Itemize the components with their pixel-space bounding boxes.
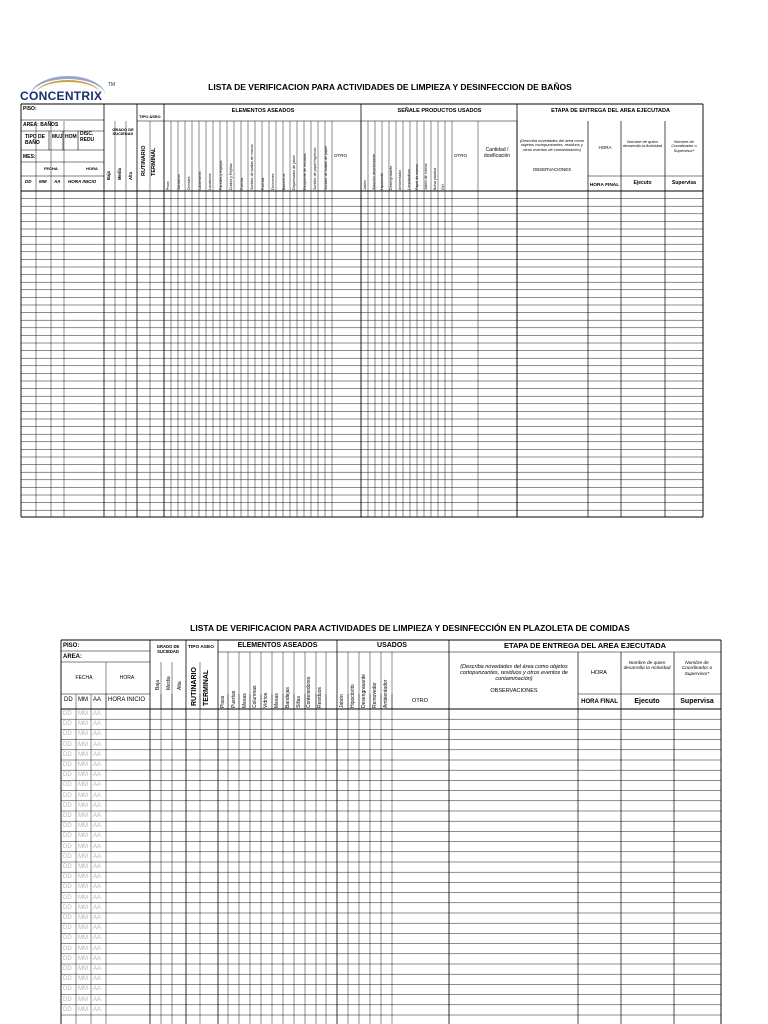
f2-row-placeholder-mm: MM	[78, 986, 88, 993]
f1-elementos-header: ELEMENTOS ASEADOS	[231, 108, 295, 114]
f1-elem-label-0: Pisos	[166, 181, 170, 190]
f1-hora-inicio-label: HORA INICIO	[68, 179, 97, 184]
f1-grado-suciedad-label: GRADO DE SUCIEDAD	[112, 127, 134, 137]
f2-row-placeholder-dd: DD	[63, 986, 72, 993]
f2-usado-label-4: Ambientador	[383, 679, 389, 708]
f2-elem-label-4: Vidrios	[263, 692, 270, 708]
f2-row-placeholder-mm: MM	[78, 762, 88, 768]
f2-observaciones-label: OBSERVACIONES	[490, 688, 538, 694]
f1-fecha-label: FECHA	[44, 166, 58, 171]
f2-hora-final-label: HORA FINAL	[581, 699, 618, 705]
f2-row-placeholder-dd: DD	[63, 945, 72, 952]
f1-elem-label-9: Puertas	[260, 177, 265, 190]
f2-elem-label-9: Residuos	[317, 687, 324, 708]
f2-row-placeholder-mm: MM	[78, 945, 88, 952]
f2-row-placeholder-aa: AA	[93, 741, 102, 748]
f2-row-placeholder-mm: MM	[78, 813, 88, 819]
form2-title: LISTA DE VERIFICACION PARA ACTIVIDADES DE LIMPIEZA Y DESINFECCIÓN EN PLAZOLETA DE COMIDAS	[190, 623, 630, 633]
f2-row-placeholder-mm: MM	[78, 711, 88, 717]
f1-piso-label: PISO:	[23, 106, 37, 112]
f1-prod-label-7: Jabón de manos	[423, 163, 428, 190]
f2-piso-label: PISO:	[63, 643, 80, 649]
f1-elem-label-10: Divisiones	[271, 173, 275, 190]
f2-row-placeholder-aa: AA	[93, 996, 102, 1003]
f2-row-placeholder-aa: AA	[93, 915, 102, 921]
f2-area-label: AREA:	[63, 654, 82, 660]
f1-elem-label-14: Surtidor de papel higiénico	[313, 147, 317, 190]
f2-row-placeholder-dd: DD	[63, 721, 72, 728]
f2-row-placeholder-aa: AA	[93, 853, 102, 860]
f2-row-placeholder-aa: AA	[93, 904, 102, 911]
f2-usado-label-0: Jabón	[339, 694, 345, 708]
f2-row-placeholder-aa: AA	[93, 823, 102, 830]
f2-row-placeholder-dd: DD	[63, 741, 72, 748]
f2-row-placeholder-dd: DD	[63, 751, 72, 758]
f1-hom-label: HOM	[65, 134, 77, 140]
f1-describa-label: (Describa novedades del área como objetos cortopunzantes, residuos y otros eventos de contaminación)	[519, 138, 585, 152]
f2-row-placeholder-aa: AA	[93, 802, 102, 809]
f1-media-label: Media	[117, 168, 122, 180]
f2-row-placeholder-aa: AA	[93, 976, 102, 983]
f1-prod-label-1: Solución desinfectante	[371, 153, 376, 190]
f1-elem-label-15: Surtidor de toallas de papel	[323, 146, 328, 190]
f2-baja-label: Baja	[155, 679, 161, 690]
f2-row-placeholder-aa: AA	[93, 762, 102, 768]
f2-row-placeholder-mm: MM	[78, 741, 88, 748]
f1-etapa-header: ETAPA DE ENTREGA DEL AREA EJECUTADA	[551, 108, 670, 114]
f2-row-placeholder-aa: AA	[93, 945, 102, 952]
f2-hora-label: HORA	[119, 675, 135, 681]
f1-elem-label-8: Surtidor de toallas de manos	[250, 144, 254, 190]
f1-hora-final-label: HORA FINAL	[589, 183, 620, 188]
f2-row-placeholder-mm: MM	[78, 955, 88, 962]
f1-alta-label: Alta	[128, 172, 133, 180]
f2-row-placeholder-aa: AA	[93, 721, 102, 728]
f1-elem-label-5: Paredes y espejos	[218, 160, 223, 190]
f2-row-placeholder-mm: MM	[78, 884, 88, 891]
f2-row-placeholder-dd: DD	[63, 772, 72, 779]
f2-row-placeholder-dd: DD	[63, 925, 72, 932]
f2-row-placeholder-dd: DD	[63, 823, 72, 830]
f1-prod-label-9: Gel	[441, 184, 446, 190]
f2-ejecuto-label: Ejecuto	[634, 698, 660, 705]
f2-row-placeholder-aa: AA	[93, 864, 102, 870]
f2-row-placeholder-aa: AA	[93, 935, 102, 942]
f2-usado-label-1: Hipoclorito	[350, 684, 356, 708]
f2-row-placeholder-aa: AA	[93, 792, 102, 799]
f1-nombre-quien-label: Nombre de quien desarrolla la Actividad	[623, 139, 662, 149]
f1-hora-label: HORA	[86, 166, 98, 171]
f2-row-placeholder-dd: DD	[63, 1006, 72, 1013]
f1-observaciones-label: OBSERVACIONES	[532, 167, 572, 172]
f2-rutinario-label: RUTINARIO	[191, 667, 198, 706]
f1-productos-header: SEÑALE PRODUCTOS USADOS	[397, 108, 482, 114]
f2-row-placeholder-dd: DD	[63, 853, 72, 860]
f1-muj-label: MUJ	[52, 134, 63, 140]
f2-etapa-header: ETAPA DE ENTREGA DEL AREA EJECUTADA	[503, 641, 667, 650]
f2-row-placeholder-dd: DD	[63, 782, 72, 789]
f2-row-placeholder-mm: MM	[78, 1006, 88, 1013]
f2-row-placeholder-mm: MM	[78, 976, 88, 983]
f2-row-placeholder-dd: DD	[63, 813, 72, 819]
f2-row-placeholder-aa: AA	[93, 813, 102, 819]
f2-row-placeholder-mm: MM	[78, 833, 88, 840]
f1-elem-label-4: Lavatorios	[208, 173, 212, 190]
f2-row-placeholder-aa: AA	[93, 782, 102, 789]
f1-otro2-label: OTRO	[454, 153, 467, 158]
f2-hora-col-label: HORA	[591, 670, 607, 676]
f2-row-placeholder-aa: AA	[93, 986, 102, 993]
f2-row-placeholder-mm: MM	[78, 864, 88, 870]
f2-row-placeholder-dd: DD	[63, 966, 72, 972]
f2-row-placeholder-dd: DD	[63, 843, 72, 850]
f2-row-placeholder-mm: MM	[78, 782, 88, 789]
f2-grado-suciedad-label: GRADO DE SUCIEDAD	[156, 644, 180, 654]
f1-elem-label-3: Lavamanos	[197, 171, 202, 190]
f2-row-placeholder-aa: AA	[93, 711, 102, 717]
f2-row-placeholder-mm: MM	[78, 843, 88, 850]
f2-elem-label-8: Contenedores	[306, 676, 313, 708]
f2-row-placeholder-dd: DD	[63, 762, 72, 768]
f2-row-placeholder-aa: AA	[93, 1006, 102, 1013]
f1-elem-label-7: Puertas	[239, 177, 244, 190]
f2-row-placeholder-dd: DD	[63, 833, 72, 840]
f2-row-placeholder-mm: MM	[78, 823, 88, 830]
f2-row-placeholder-aa: AA	[93, 955, 102, 962]
f2-elem-label-2: Mesas	[241, 693, 248, 708]
logo-trademark: TM	[108, 82, 116, 88]
f2-elementos-header: ELEMENTOS ASEADOS	[237, 642, 318, 649]
f1-baja-label: Baja	[106, 171, 111, 180]
f2-row-placeholder-dd: DD	[63, 874, 72, 881]
f1-prod-label-0: Jabón	[363, 180, 367, 190]
f1-disc-label: DISC. REDU	[80, 131, 95, 143]
f2-row-placeholder-dd: DD	[63, 955, 72, 962]
f2-row-placeholder-aa: AA	[93, 894, 102, 901]
f1-elem-label-11: Basureros	[281, 173, 286, 190]
f2-usado-label-3: Removedor	[372, 682, 378, 708]
f2-usados-header: USADOS	[377, 642, 407, 649]
f2-nombre-coord-label: Nombre de Coordinador o Supervisor*	[681, 661, 713, 677]
f2-row-placeholder-dd: DD	[63, 711, 72, 717]
f1-area-label: AREA: BAÑOS	[23, 122, 59, 128]
f1-prod-label-4: Ambientador	[397, 169, 402, 190]
f2-row-placeholder-aa: AA	[93, 925, 102, 932]
f2-dd-label: DD	[64, 697, 73, 703]
f1-prod-label-3: Desengrasante	[389, 165, 394, 190]
f2-row-placeholder-aa: AA	[93, 843, 102, 850]
f2-row-placeholder-dd: DD	[63, 996, 72, 1003]
f1-elem-label-13: Recipiente de residuos	[302, 153, 307, 190]
f2-row-placeholder-dd: DD	[63, 802, 72, 809]
f1-ejecuto-label: Ejecuto	[633, 180, 652, 186]
f1-elem-label-2: Orinales	[187, 176, 191, 190]
f2-hora-inicio-label: HORA INICIO	[108, 697, 146, 703]
f2-row-placeholder-dd: DD	[63, 904, 72, 911]
f2-row-placeholder-mm: MM	[78, 904, 88, 911]
f1-mes-label: MES:	[23, 154, 36, 160]
f1-terminal-label: TERMINAL	[151, 147, 157, 176]
f2-elem-label-6: Bandejas	[284, 687, 291, 708]
f1-tipo-bano-label: TIPO DE BAÑO	[25, 134, 46, 146]
f1-dd-label: DD	[25, 179, 32, 184]
f2-otro-label: OTRO	[412, 698, 428, 704]
form1-title: LISTA DE VERIFICACION PARA ACTIVIDADES DE LIMPIEZA Y DESINFECCION DE BAÑOS	[208, 82, 572, 92]
f2-elem-label-0: Pisos	[220, 695, 226, 708]
f2-describa-label: (Describa novedades del área como objetos cortopunzantes, residuos y otros eventos de contaminación)	[460, 664, 568, 683]
f2-row-placeholder-aa: AA	[93, 884, 102, 891]
f2-mm-label: MM	[78, 697, 88, 703]
f2-row-placeholder-dd: DD	[63, 792, 72, 799]
f2-row-placeholder-mm: MM	[78, 874, 88, 881]
f2-row-placeholder-mm: MM	[78, 792, 88, 799]
f1-prod-label-2: Hipoclorito	[380, 173, 385, 190]
f2-fecha-label: FECHA	[75, 675, 93, 681]
f2-terminal-label: TERMINAL	[203, 669, 210, 706]
f1-tipo-aseo-label: TIPO ASEO	[139, 114, 161, 119]
f2-row-placeholder-aa: AA	[93, 772, 102, 779]
f1-hora-col-label: HORA	[598, 145, 612, 150]
f2-nombre-quien-label: Nombre de quien desarrolla la Actividad	[623, 661, 671, 672]
f2-elem-label-7: Sillas	[295, 696, 302, 708]
f2-media-label: Media	[166, 676, 172, 690]
logo-wordmark: CONCENTRIX	[20, 89, 103, 103]
f2-row-placeholder-dd: DD	[63, 731, 72, 738]
f2-supervisa-label: Supervisa	[680, 698, 714, 705]
f2-row-placeholder-aa: AA	[93, 966, 102, 972]
f1-prod-label-5: Limpiavidrios	[406, 169, 411, 190]
f2-row-placeholder-mm: MM	[78, 853, 88, 860]
f2-row-placeholder-mm: MM	[78, 894, 88, 901]
f2-usado-label-2: Desengrasante	[361, 674, 367, 708]
f2-alta-label: Alta	[177, 681, 183, 690]
f2-row-placeholder-mm: MM	[78, 802, 88, 809]
f2-row-placeholder-mm: MM	[78, 721, 88, 728]
f1-aa-label: AA	[54, 179, 61, 184]
f2-row-placeholder-aa: AA	[93, 874, 102, 881]
f1-elem-label-1: Sanitarios	[176, 174, 181, 190]
f2-row-placeholder-mm: MM	[78, 751, 88, 758]
f2-row-placeholder-mm: MM	[78, 996, 88, 1003]
f1-elem-label-12: Dispensador de jabón	[292, 155, 296, 190]
f2-row-placeholder-mm: MM	[78, 925, 88, 932]
f2-elem-label-3: Columnas	[252, 685, 259, 708]
f2-row-placeholder-aa: AA	[93, 731, 102, 738]
f2-row-placeholder-dd: DD	[63, 884, 72, 891]
f2-row-placeholder-mm: MM	[78, 772, 88, 779]
f1-rutinario-label: RUTINARIO	[141, 145, 147, 176]
f2-row-placeholder-aa: AA	[93, 751, 102, 758]
f1-nombre-coord-label: Nombre de Coordinador o Supervisor*	[671, 139, 697, 153]
f2-row-placeholder-dd: DD	[63, 864, 72, 870]
f2-elem-label-5: Mesas	[274, 693, 280, 708]
f2-aa-label: AA	[93, 697, 102, 703]
f2-elem-label-1: Puertas	[230, 690, 237, 708]
f2-row-placeholder-mm: MM	[78, 966, 88, 972]
f1-otro-label: OTRO	[334, 153, 347, 158]
f1-prod-label-6: Papel de manos	[415, 164, 420, 190]
f1-supervisa-label: Supervisa	[672, 180, 696, 186]
f2-row-placeholder-dd: DD	[63, 935, 72, 942]
f1-elem-label-6: Ductos y Rejillas	[229, 163, 233, 190]
f2-row-placeholder-dd: DD	[63, 894, 72, 901]
f2-row-placeholder-dd: DD	[63, 976, 72, 983]
f1-mm-label: MM	[39, 179, 47, 184]
f2-row-placeholder-dd: DD	[63, 915, 72, 921]
f1-prod-label-8: Bolsa plástica	[432, 167, 437, 190]
f2-tipo-aseo-label: TIPO ASEO	[188, 645, 214, 650]
concentrix-logo	[20, 76, 120, 106]
f2-row-placeholder-aa: AA	[93, 833, 102, 840]
f2-row-placeholder-mm: MM	[78, 915, 88, 921]
f2-row-placeholder-mm: MM	[78, 935, 88, 942]
f2-row-placeholder-mm: MM	[78, 731, 88, 738]
f1-cantidad-label: Cantidad / dosificación	[483, 147, 511, 159]
